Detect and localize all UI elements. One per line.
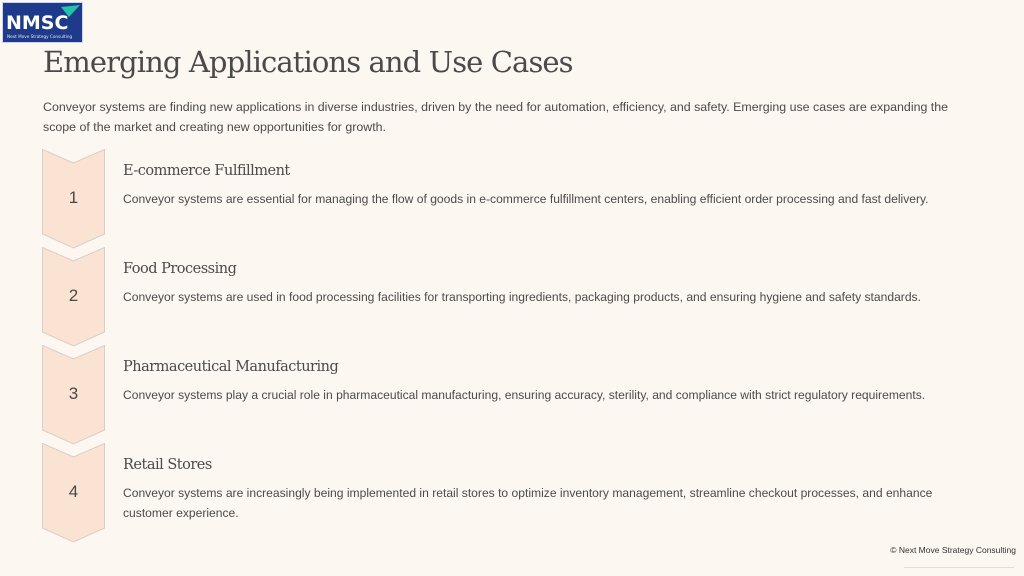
logo-wordmark: NMSC [6,12,69,34]
logo-tagline: Next Move Strategy Consulting [7,34,73,39]
intro-paragraph: Conveyor systems are finding new applications in diverse industries, driven by the need for automation, efficiency, and safety. Emerging use cases are expanding the scope of the market and creating new opportunities for growth. [43,100,949,134]
step-description: Conveyor systems are increasingly being implemented in retail stores to optimize inventory management, streamline checkout processes, and enhance customer experience. [123,486,933,520]
step-title: E-commerce Fulfillment [123,163,290,179]
page-title: Emerging Applications and Use Cases [43,45,573,79]
step-chevron [42,149,105,249]
step-number: 2 [68,286,79,305]
step-chevron [42,345,105,445]
step-description: Conveyor systems are used in food processing facilities for transporting ingredients, packaging products, and ensuring hygiene and safety standards. [123,290,921,304]
step-title: Food Processing [123,261,237,277]
footer-divider [904,567,1014,568]
step-title: Retail Stores [123,457,212,473]
step-title: Pharmaceutical Manufacturing [123,359,339,375]
footer-copyright: © Next Move Strategy Consulting [890,545,1016,555]
step-description: Conveyor systems are essential for managing the flow of goods in e-commerce fulfillment centers, enabling efficient order processing and fast delivery. [123,192,929,206]
company-logo [2,2,83,43]
step-description: Conveyor systems play a crucial role in pharmaceutical manufacturing, ensuring accuracy, sterility, and compliance with strict regulatory requirements. [123,388,926,402]
step-number: 3 [68,384,79,403]
nmsc-logo-graphic [3,3,82,42]
step-chevron [42,443,105,543]
step-number: 1 [68,188,79,207]
step-number: 4 [68,482,79,501]
step-chevron [42,247,105,347]
